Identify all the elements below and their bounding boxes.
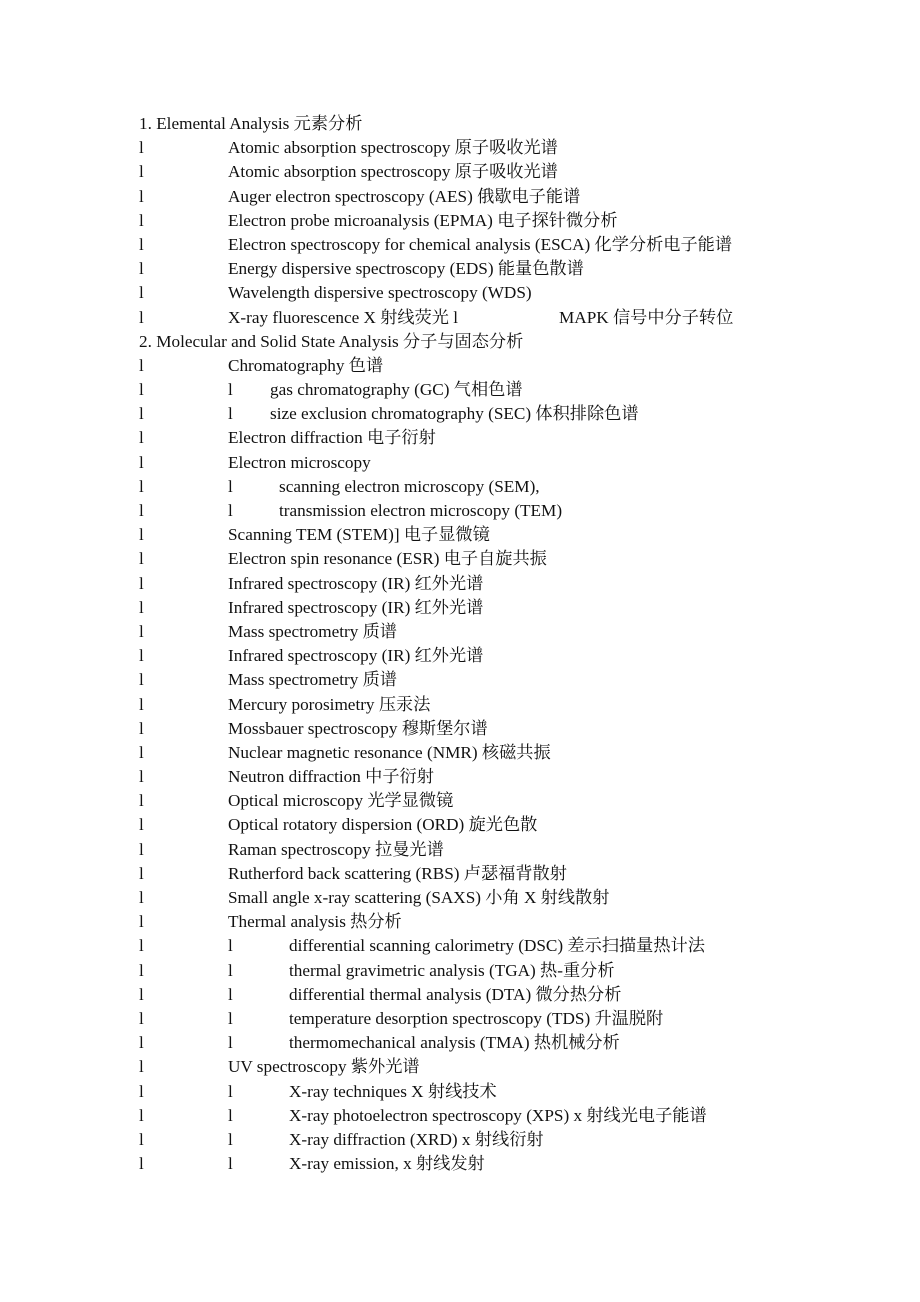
section-heading	[0, 330, 920, 354]
list-item	[0, 306, 920, 330]
list-item	[0, 620, 920, 644]
section-heading-text: 1. Elemental Analysis 元素分析	[139, 114, 363, 133]
sub-bullet-marker: l	[228, 380, 233, 400]
list-item	[0, 959, 920, 983]
sub-bullet-marker: l	[228, 1008, 233, 1028]
bullet-marker: l	[139, 1154, 144, 1174]
bullet-marker: l	[139, 1008, 144, 1028]
bullet-marker: l	[139, 742, 144, 762]
list-item-text: X-ray diffraction (XRD) x 射线衍射	[289, 1129, 544, 1149]
list-item	[0, 741, 920, 765]
list-item-text: Wavelength dispersive spectroscopy (WDS)	[228, 283, 532, 303]
bullet-marker: l	[139, 1129, 144, 1149]
list-item-text: gas chromatography (GC) 气相色谱	[270, 380, 523, 400]
bullet-marker: l	[139, 404, 144, 424]
list-item-text: Optical rotatory dispersion (ORD) 旋光色散	[228, 815, 538, 835]
list-item	[0, 717, 920, 741]
list-item-text: Mercury porosimetry 压汞法	[228, 694, 431, 714]
sub-bullet-marker: l	[228, 984, 233, 1004]
bullet-marker: l	[139, 597, 144, 617]
bullet-marker: l	[139, 525, 144, 545]
bullet-marker: l	[139, 234, 144, 254]
sub-bullet-marker: l	[228, 404, 233, 424]
list-item-text: Infrared spectroscopy (IR) 红外光谱	[228, 573, 484, 593]
bullet-marker: l	[139, 476, 144, 496]
sub-bullet-marker: l	[228, 1105, 233, 1125]
list-item	[0, 765, 920, 789]
bullet-marker: l	[139, 621, 144, 641]
bullet-marker: l	[139, 162, 144, 182]
list-item	[0, 1007, 920, 1031]
bullet-marker: l	[139, 670, 144, 690]
bullet-marker: l	[139, 863, 144, 883]
list-item-text: Chromatography 色谱	[228, 355, 384, 375]
list-item-extra-text: MAPK 信号中分子转位	[559, 307, 734, 327]
list-item	[0, 160, 920, 184]
section-heading-text: 2. Molecular and Solid State Analysis 分子与固态分析	[139, 331, 524, 351]
bullet-marker: l	[139, 960, 144, 980]
list-item	[0, 1152, 920, 1176]
list-item-text: Optical microscopy 光学显微镜	[228, 791, 454, 811]
list-item	[0, 523, 920, 547]
list-item-text: thermomechanical analysis (TMA) 热机械分析	[289, 1033, 620, 1053]
bullet-marker: l	[139, 888, 144, 907]
sub-bullet-marker: l	[228, 1033, 233, 1053]
list-item	[0, 185, 920, 209]
list-item	[0, 257, 920, 281]
list-item-text: Small angle x-ray scattering (SAXS) 小角 X 射线散射	[228, 888, 610, 907]
list-item	[0, 354, 920, 378]
bullet-marker: l	[139, 549, 144, 569]
list-item	[0, 838, 920, 862]
bullet-marker: l	[139, 138, 144, 158]
bullet-marker: l	[139, 767, 144, 787]
document-page	[0, 112, 920, 1176]
bullet-marker: l	[139, 984, 144, 1004]
bullet-marker: l	[139, 355, 144, 375]
list-item-text: X-ray photoelectron spectroscopy (XPS) x 射线光电子能谱	[289, 1105, 707, 1125]
list-item-text: Infrared spectroscopy (IR) 红外光谱	[228, 597, 484, 617]
list-item-text: X-ray fluorescence X 射线荧光 l	[228, 307, 459, 327]
list-item	[0, 136, 920, 160]
list-item	[0, 813, 920, 837]
sub-bullet-marker: l	[228, 1129, 233, 1149]
list-item-text: Electron spectroscopy for chemical analysis (ESCA) 化学分析电子能谱	[228, 234, 733, 254]
list-item-text: differential scanning calorimetry (DSC) 差示扫描量热计法	[289, 936, 705, 956]
bullet-marker: l	[139, 501, 144, 520]
list-item	[0, 934, 920, 958]
list-item	[0, 402, 920, 426]
list-item-text: Mossbauer spectroscopy 穆斯堡尔谱	[228, 718, 488, 738]
list-item-text: transmission electron microscopy (TEM)	[279, 501, 563, 520]
list-item-text: Nuclear magnetic resonance (NMR) 核磁共振	[228, 742, 551, 762]
list-item-text: Thermal analysis 热分析	[228, 912, 402, 932]
list-item	[0, 209, 920, 233]
bullet-marker: l	[139, 307, 144, 327]
bullet-marker: l	[139, 573, 144, 593]
bullet-marker: l	[139, 380, 144, 400]
sub-bullet-marker: l	[228, 1154, 233, 1174]
bullet-marker: l	[139, 791, 144, 811]
list-item	[0, 281, 920, 305]
sub-bullet-marker: l	[228, 936, 233, 956]
list-item-text: Infrared spectroscopy (IR) 红外光谱	[228, 646, 484, 666]
list-item	[0, 862, 920, 886]
list-item-text: scanning electron microscopy (SEM),	[279, 476, 540, 496]
bullet-marker: l	[139, 718, 144, 738]
list-item-text: Rutherford back scattering (RBS) 卢瑟福背散射	[228, 863, 567, 883]
list-item-text: Mass spectrometry 质谱	[228, 670, 397, 690]
bullet-marker: l	[139, 1081, 144, 1101]
bullet-marker: l	[139, 646, 144, 666]
bullet-marker: l	[139, 912, 144, 932]
list-item-text: UV spectroscopy 紫外光谱	[228, 1057, 420, 1077]
list-item-text: Electron diffraction 电子衍射	[228, 428, 436, 448]
list-item-text: Scanning TEM (STEM)] 电子显微镜	[228, 525, 490, 545]
section-heading	[0, 112, 920, 136]
list-item	[0, 886, 920, 910]
list-item-text: X-ray emission, x 射线发射	[289, 1154, 485, 1174]
bullet-marker: l	[139, 259, 144, 279]
bullet-marker: l	[139, 210, 144, 230]
list-item	[0, 378, 920, 402]
list-item	[0, 572, 920, 596]
sub-bullet-marker: l	[228, 501, 233, 520]
list-item	[0, 1055, 920, 1079]
list-item	[0, 426, 920, 450]
list-item-text: thermal gravimetric analysis (TGA) 热-重分析	[289, 960, 615, 980]
bullet-marker: l	[139, 186, 144, 206]
list-item-text: X-ray techniques X 射线技术	[289, 1081, 497, 1101]
list-item-text: Electron microscopy	[228, 452, 371, 472]
list-item-text: Atomic absorption spectroscopy 原子吸收光谱	[228, 162, 558, 182]
list-item	[0, 475, 920, 499]
bullet-marker: l	[139, 428, 144, 448]
list-item	[0, 910, 920, 934]
sub-bullet-marker: l	[228, 1081, 233, 1101]
list-item	[0, 668, 920, 692]
list-item	[0, 1104, 920, 1128]
list-item	[0, 547, 920, 571]
list-item	[0, 1080, 920, 1104]
list-item-text: Electron probe microanalysis (EPMA) 电子探针微分析	[228, 210, 618, 230]
list-item	[0, 644, 920, 668]
list-item	[0, 596, 920, 620]
bullet-marker: l	[139, 1057, 144, 1077]
list-item-text: Mass spectrometry 质谱	[228, 621, 397, 641]
list-item	[0, 1031, 920, 1055]
bullet-marker: l	[139, 283, 144, 303]
list-item-text: Atomic absorption spectroscopy 原子吸收光谱	[228, 138, 558, 158]
bullet-marker: l	[139, 839, 144, 859]
list-item-text: differential thermal analysis (DTA) 微分热分析	[289, 984, 622, 1004]
list-item	[0, 499, 920, 523]
bullet-marker: l	[139, 1033, 144, 1053]
list-item	[0, 1128, 920, 1152]
list-item-text: Neutron diffraction 中子衍射	[228, 767, 434, 787]
list-item	[0, 451, 920, 475]
sub-bullet-marker: l	[228, 960, 233, 980]
list-item-text: size exclusion chromatography (SEC) 体积排除色谱	[270, 404, 639, 424]
list-item-text: Electron spin resonance (ESR) 电子自旋共振	[228, 549, 547, 569]
list-item-text: Raman spectroscopy 拉曼光谱	[228, 839, 444, 859]
bullet-marker: l	[139, 936, 144, 956]
bullet-marker: l	[139, 452, 144, 472]
list-item	[0, 693, 920, 717]
list-item	[0, 983, 920, 1007]
bullet-marker: l	[139, 1105, 144, 1125]
list-item	[0, 233, 920, 257]
sub-bullet-marker: l	[228, 476, 233, 496]
list-item-text: Auger electron spectroscopy (AES) 俄歇电子能谱	[228, 186, 581, 206]
bullet-marker: l	[139, 694, 144, 714]
list-item	[0, 789, 920, 813]
list-item-text: Energy dispersive spectroscopy (EDS) 能量色散谱	[228, 259, 584, 279]
bullet-marker: l	[139, 815, 144, 835]
list-item-text: temperature desorption spectroscopy (TDS) 升温脱附	[289, 1008, 664, 1028]
